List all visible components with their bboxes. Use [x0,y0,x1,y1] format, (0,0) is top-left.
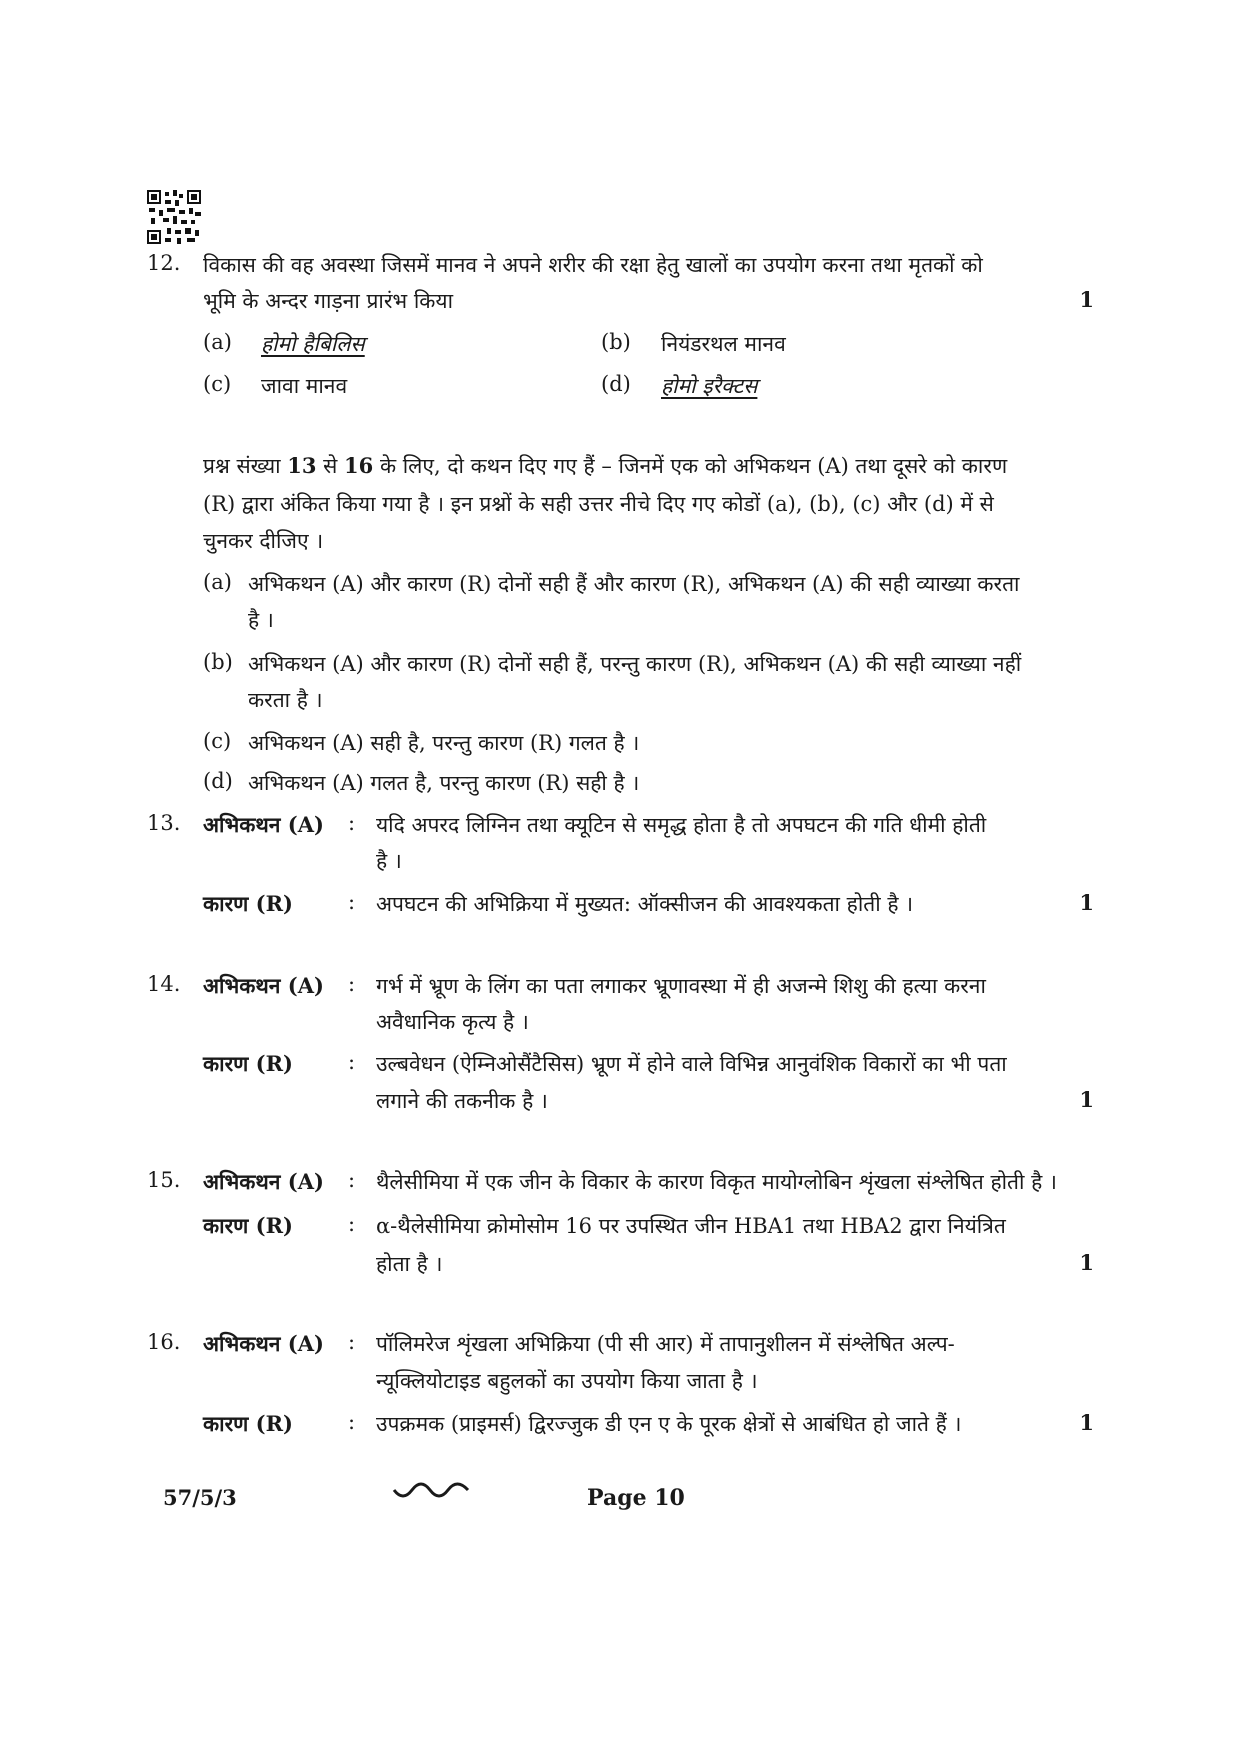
assertion-text: है । [376,849,402,873]
page-number: Page 10 [587,1485,685,1511]
reason-text: α-थैलेसीमिया क्रोमोसोम 16 पर उपस्थित जीन HBA1 तथा HBA2 द्वारा नियंत्रित [376,1214,1006,1238]
paper-code: 57/5/3 [163,1485,237,1510]
option-text: होमो हैबिलिस [261,332,365,356]
question-text: भूमि के अन्दर गाड़ना प्रारंभ किया [203,289,454,313]
option-text: नियंडरथल मानव [661,332,786,356]
code-label: (b) [203,650,233,674]
assertion-text: अवैधानिक कृत्य है । [376,1010,529,1034]
question-text: विकास की वह अवस्था जिसमें मानव ने अपने शरीर की रक्षा हेतु खालों का उपयोग करना तथा मृतकों को [203,253,983,277]
assertion-text: यदि अपरद लिग्निन तथा क्यूटिन से समृद्ध होता है तो अपघटन की गति धीमी होती [376,813,987,837]
option-text: होमो इरैक्टस [661,374,758,398]
marks: 1 [1079,890,1094,915]
reason-label: कारण (R) [203,1213,293,1238]
reason-text: अपघटन की अभिक्रिया में मुख्यत: ऑक्सीजन की आवश्यकता होती है । [376,892,914,916]
instruction-text: प्रश्न संख्या 13 से 16 के लिए, दो कथन दिए गए हैं – जिनमें एक को अभिकथन (A) तथा दूसरे को कारण [203,453,1008,478]
code-label: (d) [203,769,233,793]
question-number: 15. [147,1168,181,1192]
reason-text: उल्बवेधन (ऐम्निओसैंटैसिस) भ्रूण में होने वाले विभिन्न आनुवंशिक विकारों का भी पता [376,1052,1007,1076]
code-label: (c) [203,729,232,753]
question-number: 13. [147,811,181,835]
code-text: है । [248,608,274,632]
code-text: अभिकथन (A) और कारण (R) दोनों सही हैं और कारण (R), अभिकथन (A) की सही व्याख्या करता [248,572,1020,596]
marks: 1 [1079,287,1094,312]
marks: 1 [1079,1087,1094,1112]
assertion-text: गर्भ में भ्रूण के लिंग का पता लगाकर भ्रूणावस्था में ही अजन्मे शिशु की हत्या करना [376,974,986,998]
marks: 1 [1079,1410,1094,1435]
reason-text: लगाने की तकनीक है । [376,1089,548,1113]
colon: : [348,890,356,914]
assertion-text: पॉलिमरेज शृंखला अभिक्रिया (पी सी आर) में तापानुशीलन में संश्लेषित अल्प- [376,1332,955,1356]
reason-label: कारण (R) [203,1411,293,1436]
assertion-label: अभिकथन (A) [203,812,324,837]
assertion-text: थैलेसीमिया में एक जीन के विकार के कारण विकृत मायोग्लोबिन शृंखला संश्लेषित होती है । [376,1170,1057,1194]
option-label: (b) [601,330,631,354]
instruction-text: (R) द्वारा अंकित किया गया है । इन प्रश्नों के सही उत्तर नीचे दिए गए कोडों (a), (b), (c) और (d) में से [203,492,994,516]
code-text: अभिकथन (A) और कारण (R) दोनों सही हैं, परन्तु कारण (R), अभिकथन (A) की सही व्याख्या नहीं [248,652,1022,676]
assertion-label: अभिकथन (A) [203,973,324,998]
option-label: (a) [203,330,232,354]
code-text: अभिकथन (A) गलत है, परन्तु कारण (R) सही है । [248,771,640,795]
option-label: (d) [601,372,631,396]
colon: : [348,1410,356,1434]
option-label: (c) [203,372,232,396]
colon: : [348,972,356,996]
colon: : [348,1330,356,1354]
wave-ornament-icon [392,1482,470,1504]
question-number: 14. [147,972,181,996]
code-label: (a) [203,570,232,594]
colon: : [348,1168,356,1192]
question-number: 12. [147,251,181,275]
reason-text: उपक्रमक (प्राइमर्स) द्विरज्जुक डी एन ए के पूरक क्षेत्रों से आबंधित हो जाते हैं । [376,1412,962,1436]
assertion-label: अभिकथन (A) [203,1169,324,1194]
colon: : [348,1050,356,1074]
code-text: अभिकथन (A) सही है, परन्तु कारण (R) गलत है । [248,731,640,755]
colon: : [348,1212,356,1236]
code-text: करता है । [248,688,323,712]
reason-label: कारण (R) [203,891,293,916]
marks: 1 [1079,1250,1094,1275]
reason-label: कारण (R) [203,1051,293,1076]
assertion-label: अभिकथन (A) [203,1331,324,1356]
option-text: जावा मानव [261,374,348,398]
qr-code [147,190,201,244]
colon: : [348,811,356,835]
instruction-text: चुनकर दीजिए । [203,529,324,553]
reason-text: होता है । [376,1252,443,1276]
question-number: 16. [147,1330,181,1354]
assertion-text: न्यूक्लियोटाइड बहुलकों का उपयोग किया जाता है । [376,1369,758,1393]
